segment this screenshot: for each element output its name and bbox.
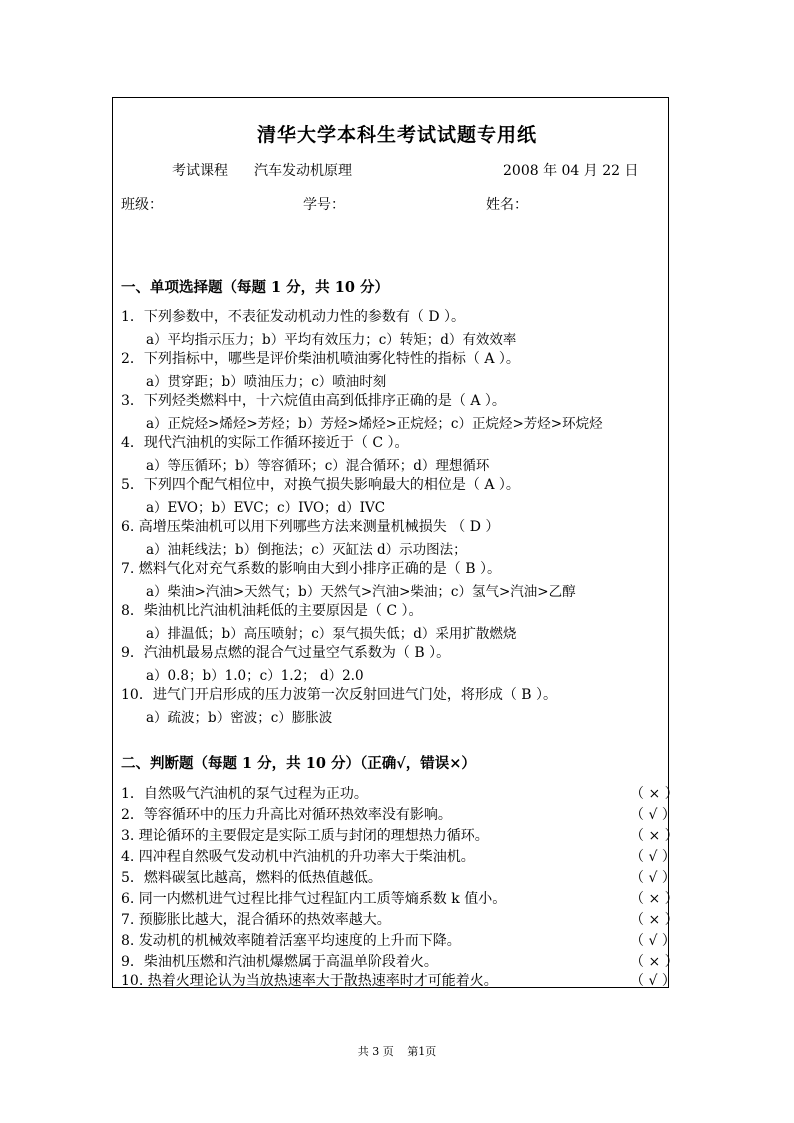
judgement-answer: （ × ） (630, 786, 679, 802)
exam-date: 2008 年 04 月 22 日 (503, 163, 639, 179)
judgement-answer: （ × ） (630, 891, 679, 907)
question-stem: 1．下列参数中，不表征发动机动力性的参数有（ D ）。 (121, 309, 466, 325)
judgement-item: 7. 预膨胀比越大，混合循环的热效率越大。 (121, 912, 391, 928)
judgement-answer: （ × ） (630, 828, 679, 844)
question-stem: 6. 高增压柴油机可以用下列哪些方法来测量机械损失 （ D ） (121, 519, 500, 535)
judgement-item: 2．等容循环中的压力升高比对循环热效率没有影响。 (121, 807, 452, 823)
question-options: a）油耗线法；b）倒拖法；c）灭缸法 d）示功图法； (146, 542, 467, 558)
judgement-answer: （ √ ） (630, 849, 676, 865)
question-stem: 7. 燃料气化对充气系数的影响由大到小排序正确的是（ B ）。 (121, 561, 501, 577)
page-footer (0, 1043, 794, 1059)
question-options: a）平均指示压力；b）平均有效压力；c）转矩；d）有效效率 (146, 332, 517, 348)
total-pages: 共 3 页 (357, 1045, 394, 1058)
question-options: a）柴油>汽油>天然气；b）天然气>汽油>柴油；c）氢气>汽油>乙醇 (146, 584, 576, 600)
student-id-label: 学号： (303, 197, 345, 213)
judgement-item: 10. 热着火理论认为当放热速率大于散热速率时才可能着火。 (121, 973, 498, 989)
page-title: 清华大学本科生考试试题专用纸 (256, 124, 537, 146)
question-options: a）疏波；b）密波；c）膨胀波 (146, 710, 333, 726)
judgement-answer: （ √ ） (630, 870, 676, 886)
question-options: a）等压循环；b）等容循环；c）混合循环；d）理想循环 (146, 458, 490, 474)
section-heading-choice: 一、单项选择题（每题 1 分，共 10 分） (121, 279, 389, 296)
question-stem: 2．下列指标中，哪些是评价柴油机喷油雾化特性的指标（ A ）。 (121, 351, 520, 367)
judgement-item: 3. 理论循环的主要假定是实际工质与封闭的理想热力循环。 (121, 828, 489, 844)
current-page: 第1页 (407, 1045, 437, 1058)
question-stem: 4．现代汽油机的实际工作循环接近于（ C ）。 (121, 435, 409, 451)
judgement-item: 9．柴油机压燃和汽油机爆燃属于高温单阶段着火。 (121, 954, 438, 970)
question-options: a）贯穿距；b）喷油压力；c）喷油时刻 (146, 374, 387, 390)
judgement-item: 5．燃料碳氢比越高，燃料的低热值越低。 (121, 870, 382, 886)
question-options: a）正烷烃>烯烃>芳烃；b）芳烃>烯烃>正烷烃；c）正烷烃>芳烃>环烷烃 (146, 416, 603, 432)
question-options: a）EVO；b）EVC；c）IVO；d）IVC (146, 500, 386, 516)
question-stem: 8．柴油机比汽油机油耗低的主要原因是（ C ）。 (121, 603, 423, 619)
judgement-item: 4. 四冲程自然吸气发动机中汽油机的升功率大于柴油机。 (121, 849, 475, 865)
judgement-item: 1．自然吸气汽油机的泵气过程为正功。 (121, 786, 368, 802)
student-name-label: 姓名： (486, 197, 528, 213)
course-name: 汽车发动机原理 (254, 163, 352, 179)
judgement-answer: （ × ） (630, 954, 679, 970)
judgement-answer: （ √ ） (630, 973, 676, 989)
class-label: 班级： (121, 197, 163, 213)
judgement-item: 6. 同一内燃机进气过程比排气过程缸内工质等熵系数 k 值小。 (121, 891, 507, 907)
judgement-answer: （ √ ） (630, 933, 676, 949)
judgement-answer: （ × ） (630, 912, 679, 928)
question-stem: 10．进气门开启形成的压力波第一次反射回进气门处，将形成（ B ）。 (121, 687, 558, 703)
judgement-answer: （ √ ） (630, 807, 676, 823)
question-stem: 5．下列四个配气相位中，对换气损失影响最大的相位是（ A ）。 (121, 477, 520, 493)
question-stem: 9．汽油机最易点燃的混合气过量空气系数为（ B ）。 (121, 645, 451, 661)
question-options: a）排温低；b）高压喷射；c）泵气损失低；d）采用扩散燃烧 (146, 626, 517, 642)
question-stem: 3．下列烃类燃料中，十六烷值由高到低排序正确的是（ A ）。 (121, 393, 506, 409)
section-heading-judgement: 二、判断题（每题 1 分，共 10 分）（正确√，错误×） (121, 755, 476, 772)
judgement-item: 8. 发动机的机械效率随着活塞平均速度的上升而下降。 (121, 933, 461, 949)
question-options: a）0.8；b）1.0；c）1.2； d）2.0 (146, 668, 364, 684)
course-label: 考试课程 (172, 163, 228, 179)
